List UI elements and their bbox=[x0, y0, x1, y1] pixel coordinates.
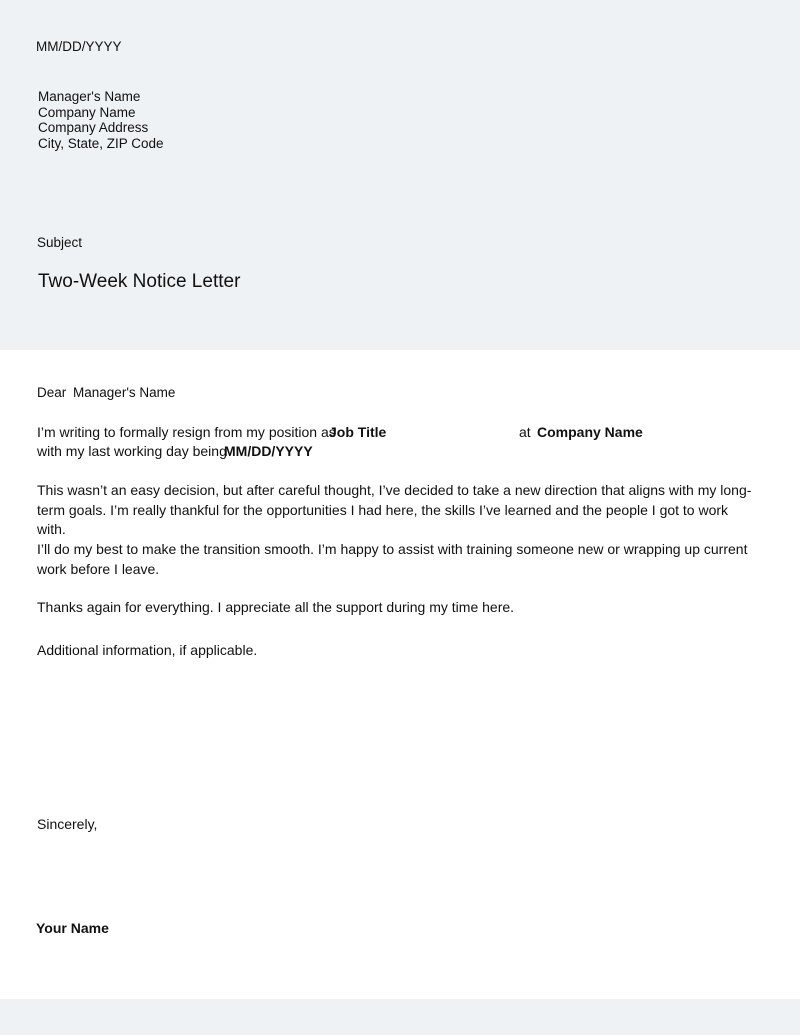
subject-title: Two-Week Notice Letter bbox=[38, 271, 241, 292]
recipient-name: Manager's Name bbox=[38, 89, 141, 104]
letter-date: MM/DD/YYYY bbox=[36, 39, 122, 54]
footer-band bbox=[0, 999, 800, 1035]
recipient-company-address: Company Address bbox=[38, 120, 149, 136]
last-day-intro: with my last working day being bbox=[37, 443, 227, 459]
recipient-company: Company Name bbox=[38, 104, 136, 120]
salutation-word: Dear bbox=[37, 385, 67, 400]
last-day-date: MM/DD/YYYY bbox=[224, 443, 313, 459]
salutation bbox=[37, 385, 175, 401]
salutation-name: Manager's Name bbox=[73, 385, 176, 400]
closing: Sincerely, bbox=[37, 816, 98, 832]
paragraph-thanks: Thanks again for everything. I appreciate all the support during my time here. bbox=[37, 599, 515, 615]
paragraph-decision: This wasn’t an easy decision, but after careful thought, I’ve decided to take a new direction that aligns with my long-term goals. I’m really thankful for the opportunities I had here, the skills I’ve learned and the people I got to work with. bbox=[37, 482, 752, 537]
at-word: at bbox=[519, 424, 531, 440]
recipient-city-state-zip: City, State, ZIP Code bbox=[38, 136, 164, 152]
resign-intro: I’m writing to formally resign from my position as bbox=[37, 424, 336, 440]
recipient-address-block bbox=[38, 89, 164, 152]
signature-name: Your Name bbox=[36, 920, 109, 936]
paragraph-transition: I’ll do my best to make the transition smooth. I’m happy to assist with training someone new or wrapping up current work before I leave. bbox=[37, 541, 748, 577]
additional-info: Additional information, if applicable. bbox=[37, 642, 258, 658]
job-title-field: Job Title bbox=[329, 424, 387, 440]
subject-label: Subject bbox=[37, 235, 83, 250]
company-name-field: Company Name bbox=[537, 424, 643, 440]
